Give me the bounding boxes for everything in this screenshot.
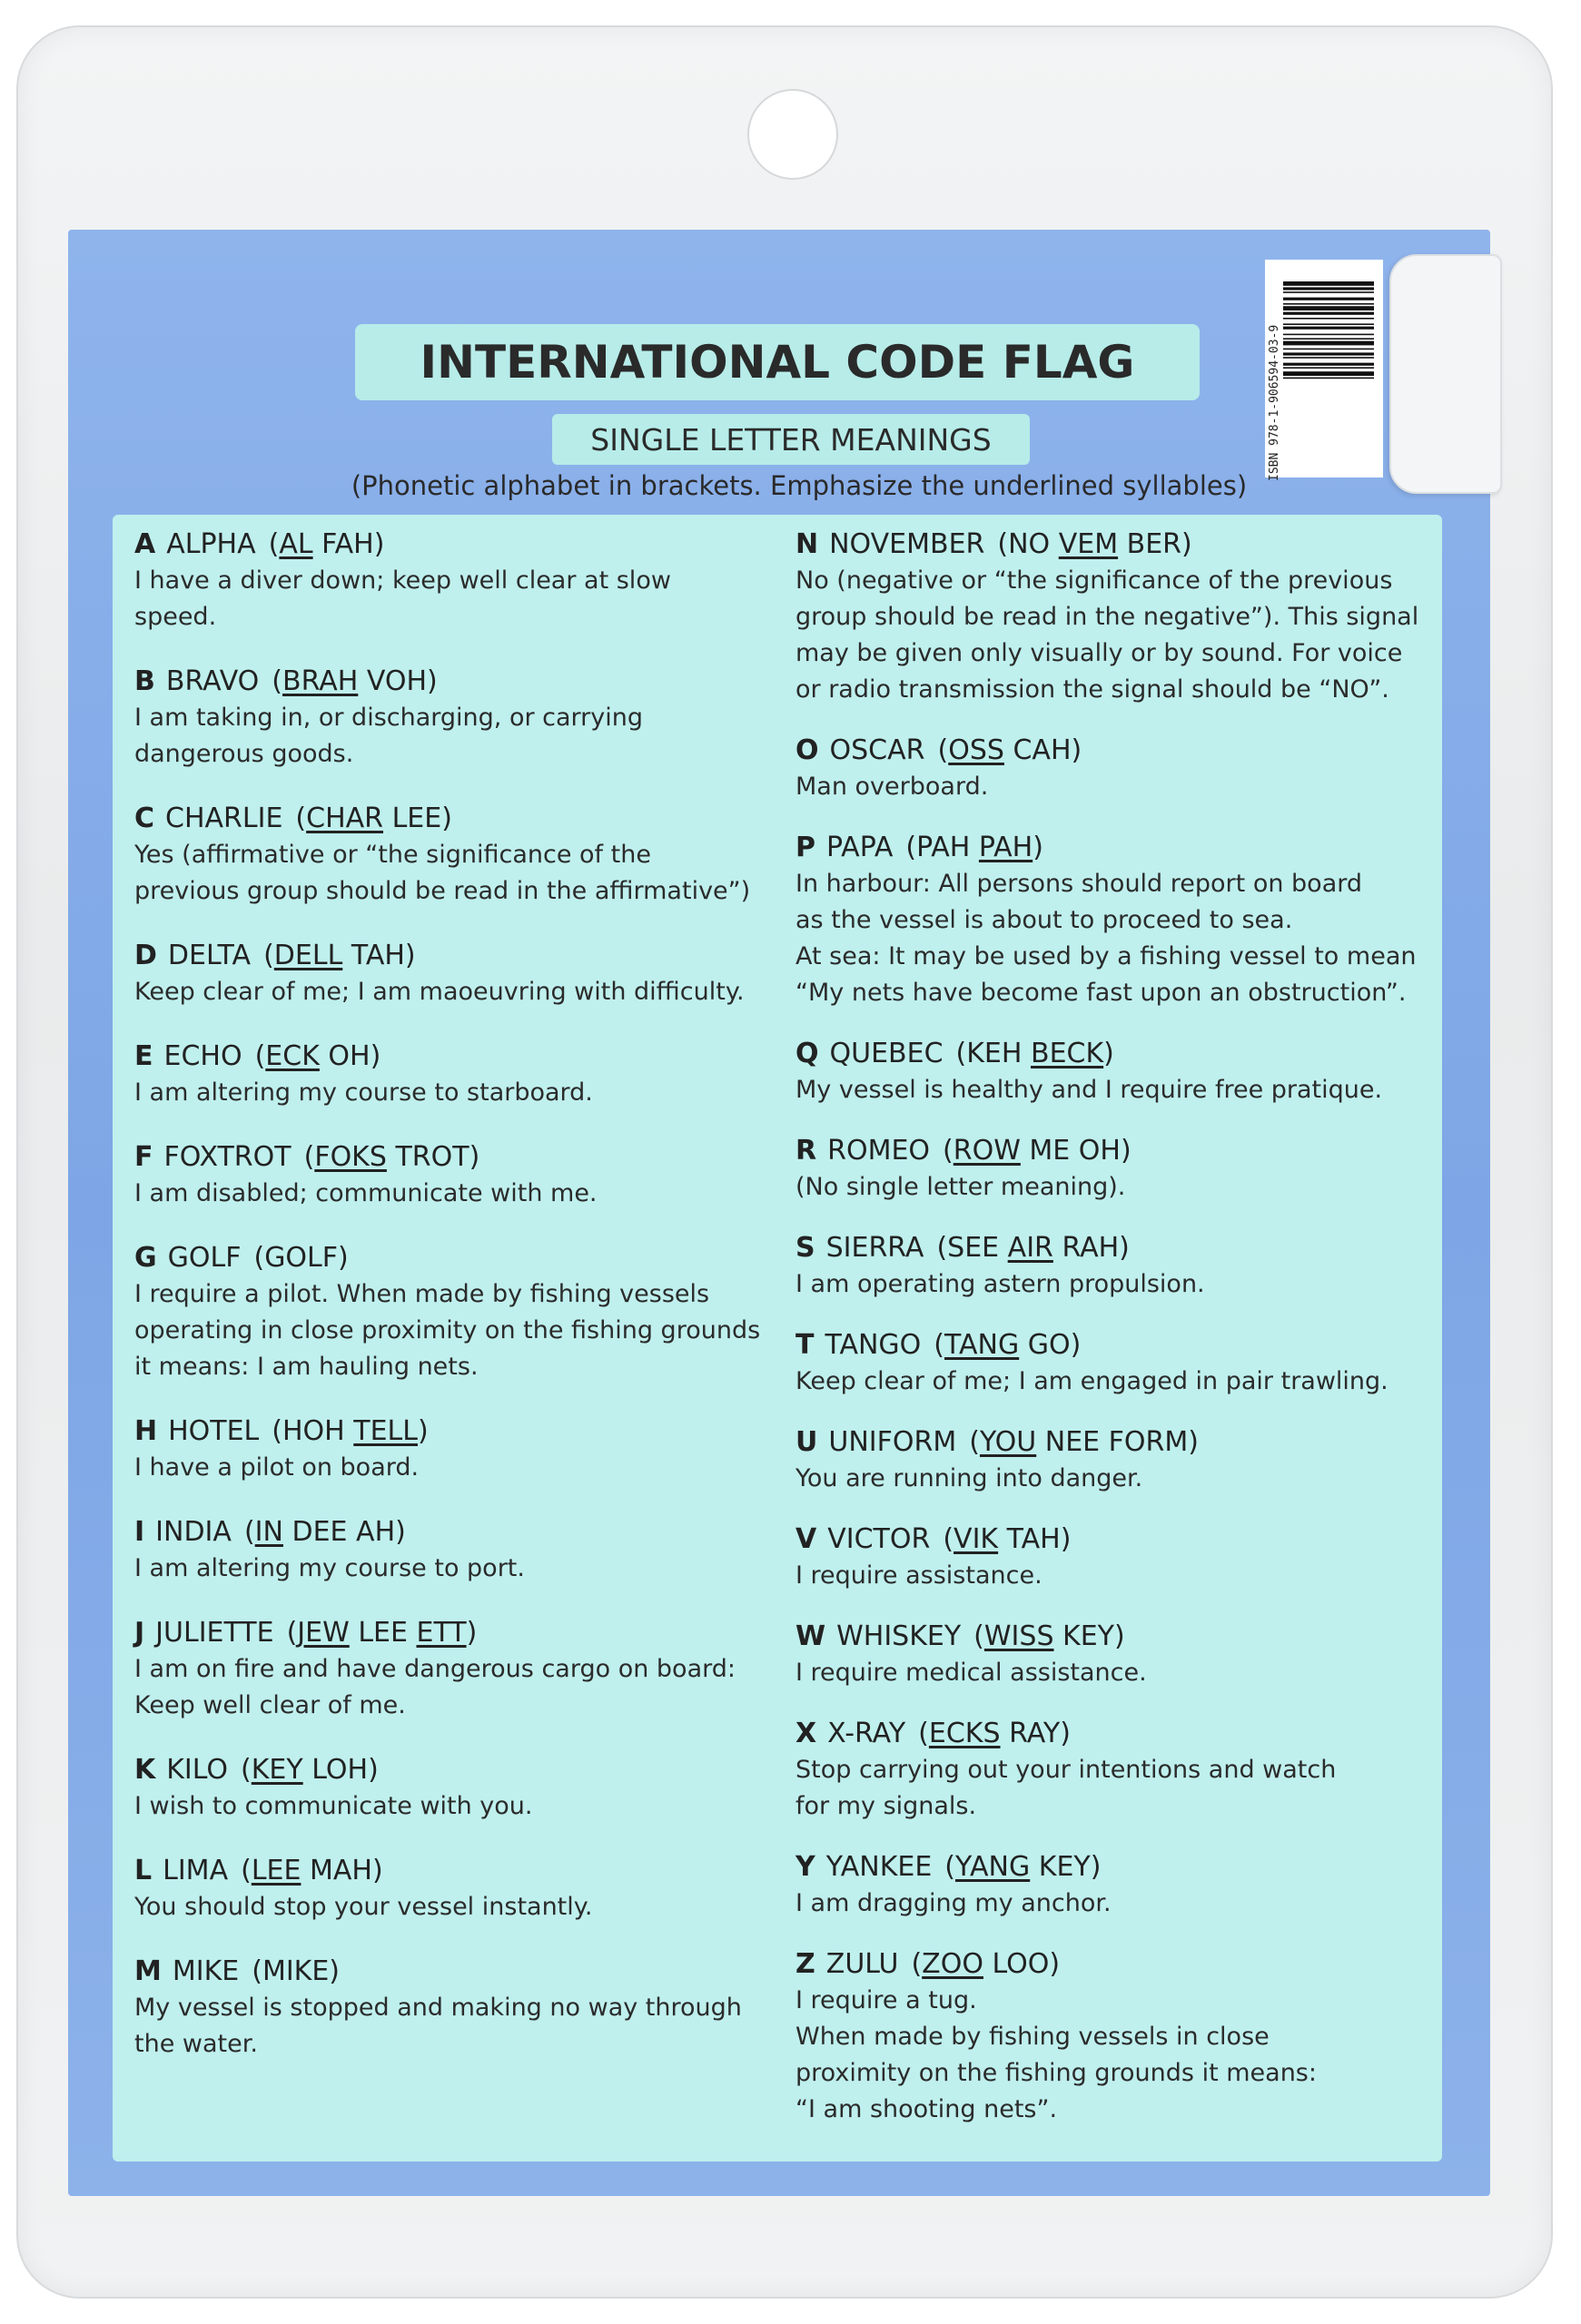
syllable: NO bbox=[1008, 528, 1051, 560]
phonetic-word: MIKE bbox=[172, 1955, 240, 1987]
barcode-bar bbox=[1283, 338, 1374, 340]
flag-meaning bbox=[134, 1651, 788, 1724]
meaning-line: operating in close proximity on the fishing grounds bbox=[134, 1316, 761, 1344]
phonetic-word: PAPA bbox=[826, 832, 894, 863]
flag-letter: A bbox=[134, 528, 156, 560]
flag-meaning bbox=[795, 1558, 1442, 1594]
flag-letter: Q bbox=[795, 1038, 819, 1069]
phonetic-word: JULIETTE bbox=[155, 1617, 274, 1649]
meaning-line: When made by fishing vessels in close bbox=[795, 2023, 1270, 2051]
syllable: GOLF bbox=[264, 1242, 339, 1274]
meaning-line: dangerous goods. bbox=[134, 740, 354, 768]
flag-letter: Z bbox=[795, 1948, 815, 1980]
meaning-line: I have a diver down; keep well clear at slow bbox=[134, 566, 671, 595]
syllable: LOO bbox=[992, 1948, 1050, 1980]
syllable: GO bbox=[1027, 1329, 1071, 1361]
phonetic-word: QUEBEC bbox=[829, 1038, 944, 1069]
syllable: LOH bbox=[311, 1754, 369, 1786]
flag-letter: K bbox=[134, 1754, 156, 1786]
meaning-line: Stop carrying out your intentions and watch bbox=[795, 1756, 1337, 1784]
entry-heading: N NOVEMBER (NO VEM BER) bbox=[795, 528, 1192, 560]
phonetic-word: VICTOR bbox=[827, 1523, 931, 1555]
flag-meaning bbox=[795, 1655, 1442, 1691]
flag-letter: J bbox=[134, 1617, 145, 1649]
flag-meaning bbox=[134, 1990, 788, 2063]
barcode-bar bbox=[1283, 378, 1374, 379]
phonetic-word: LIMA bbox=[163, 1855, 229, 1886]
syllable: LEE bbox=[391, 803, 442, 834]
entry-heading: A ALPHA (AL FAH) bbox=[134, 528, 385, 560]
meaning-line: speed. bbox=[134, 603, 217, 631]
phonetic-word: X-RAY bbox=[827, 1718, 906, 1749]
stressed-syllable: JEW bbox=[297, 1617, 350, 1649]
phonetic-word: SIERRA bbox=[825, 1232, 924, 1264]
stressed-syllable: TANG bbox=[944, 1329, 1020, 1361]
flag-letter: S bbox=[795, 1232, 815, 1264]
meaning-line: I require a tug. bbox=[795, 1986, 977, 2014]
flag-letter: B bbox=[134, 665, 155, 697]
flag-entry-n bbox=[795, 527, 1442, 708]
flag-entry-w bbox=[795, 1619, 1442, 1691]
flag-entry-r bbox=[795, 1133, 1442, 1206]
syllable: HOH bbox=[282, 1415, 345, 1447]
entry-heading: S SIERRA (SEE AIR RAH) bbox=[795, 1232, 1130, 1264]
meaning-line: Keep clear of me; I am maoeuvring with difficulty. bbox=[134, 978, 745, 1006]
meaning-line: I am operating astern propulsion. bbox=[795, 1270, 1205, 1298]
flag-entry-f bbox=[134, 1139, 788, 1212]
flag-entry-l bbox=[134, 1853, 788, 1925]
phonetic-word: TANGO bbox=[825, 1329, 922, 1361]
flag-meaning bbox=[134, 1788, 788, 1825]
syllable: PAH bbox=[916, 832, 971, 863]
flag-meaning bbox=[795, 1169, 1442, 1206]
syllable: KEY bbox=[1062, 1620, 1114, 1652]
flag-entry-i bbox=[134, 1514, 788, 1587]
entry-heading: E ECHO (ECK OH) bbox=[134, 1040, 381, 1072]
stressed-syllable: AIR bbox=[1007, 1232, 1053, 1264]
meaning-line: it means: I am hauling nets. bbox=[134, 1353, 479, 1381]
syllable: OH bbox=[328, 1040, 371, 1072]
stressed-syllable: PAH bbox=[978, 832, 1033, 863]
stressed-syllable: CHAR bbox=[306, 803, 384, 834]
syllable: MIKE bbox=[262, 1955, 330, 1987]
barcode-bar bbox=[1283, 341, 1374, 346]
meaning-line: (No single letter meaning). bbox=[795, 1173, 1126, 1201]
flag-entry-s bbox=[795, 1230, 1442, 1303]
flag-entry-d bbox=[134, 938, 788, 1010]
barcode-bar bbox=[1283, 363, 1374, 366]
entry-heading: L LIMA (LEE MAH) bbox=[134, 1855, 383, 1886]
flag-entry-k bbox=[134, 1752, 788, 1825]
meaning-line: previous group should be read in the affirmative”) bbox=[134, 877, 751, 905]
flag-entry-v bbox=[795, 1521, 1442, 1594]
right-column bbox=[795, 527, 1442, 2152]
flag-meaning bbox=[795, 1072, 1442, 1108]
entry-heading: O OSCAR (OSS CAH) bbox=[795, 734, 1082, 766]
phonetic-word: NOVEMBER bbox=[829, 528, 985, 560]
barcode-bar bbox=[1283, 306, 1374, 310]
meaning-line: I have a pilot on board. bbox=[134, 1453, 420, 1482]
stressed-syllable: TELL bbox=[353, 1415, 418, 1447]
stressed-syllable: ROW bbox=[953, 1135, 1021, 1167]
stressed-syllable: IN bbox=[254, 1516, 283, 1548]
flag-entry-z bbox=[795, 1946, 1442, 2128]
flag-letter: G bbox=[134, 1242, 157, 1274]
flag-meaning bbox=[795, 1752, 1442, 1825]
entry-heading: Q QUEBEC (KEH BECK) bbox=[795, 1038, 1114, 1069]
flag-letter: W bbox=[795, 1620, 826, 1652]
flag-entry-u bbox=[795, 1424, 1442, 1497]
syllable: ME OH bbox=[1029, 1135, 1121, 1167]
flag-letter: F bbox=[134, 1141, 153, 1173]
flag-meaning bbox=[795, 1461, 1442, 1497]
meaning-line: may be given only visually or by sound. For voice bbox=[795, 639, 1403, 667]
meaning-line: No (negative or “the significance of the previous bbox=[795, 566, 1393, 595]
meaning-line: Yes (affirmative or “the significance of the bbox=[134, 841, 651, 869]
phonetic-word: INDIA bbox=[155, 1516, 232, 1548]
barcode-bar bbox=[1283, 298, 1374, 300]
entry-heading: B BRAVO (BRAH VOH) bbox=[134, 665, 438, 697]
phonetic-word: ECHO bbox=[163, 1040, 242, 1072]
phonetic-word: KILO bbox=[166, 1754, 229, 1786]
syllable: CAH bbox=[1013, 734, 1072, 766]
meaning-line: I am on fire and have dangerous cargo on board: bbox=[134, 1655, 736, 1683]
flag-letter: H bbox=[134, 1415, 158, 1447]
barcode-bar bbox=[1283, 334, 1374, 336]
stressed-syllable: ECKS bbox=[928, 1718, 1001, 1749]
barcode-bar bbox=[1283, 357, 1374, 359]
syllable: TROT bbox=[395, 1141, 469, 1173]
flag-letter: I bbox=[134, 1516, 145, 1548]
meaning-line: Keep clear of me; I am engaged in pair trawling. bbox=[795, 1367, 1388, 1395]
meaning-line: the water. bbox=[134, 2030, 258, 2058]
stressed-syllable: DELL bbox=[273, 940, 343, 971]
flag-entry-j bbox=[134, 1615, 788, 1724]
stressed-syllable: OSS bbox=[948, 734, 1004, 766]
flag-meaning bbox=[134, 700, 788, 773]
entry-heading: D DELTA (DELL TAH) bbox=[134, 940, 416, 971]
barcode-bar bbox=[1283, 303, 1374, 305]
phonetic-word: GOLF bbox=[167, 1242, 242, 1274]
syllable: RAY bbox=[1009, 1718, 1061, 1749]
syllable: FAH bbox=[321, 528, 374, 560]
entry-heading: I INDIA (IN DEE AH) bbox=[134, 1516, 406, 1548]
entry-heading: Z ZULU (ZOO LOO) bbox=[795, 1948, 1061, 1980]
meaning-line: In harbour: All persons should report on board bbox=[795, 870, 1363, 898]
meaning-line: I require a pilot. When made by fishing vessels bbox=[134, 1280, 710, 1308]
flag-letter: U bbox=[795, 1426, 818, 1458]
flag-entry-h bbox=[134, 1413, 788, 1486]
stressed-syllable: KEY bbox=[251, 1754, 303, 1786]
flag-entry-e bbox=[134, 1039, 788, 1111]
flag-entry-q bbox=[795, 1036, 1442, 1108]
phonetic-word: HOTEL bbox=[168, 1415, 260, 1447]
meaning-line: My vessel is healthy and I require free pratique. bbox=[795, 1076, 1383, 1104]
flag-letter: C bbox=[134, 803, 155, 834]
meaning-line: You are running into danger. bbox=[795, 1464, 1143, 1492]
flag-letter: T bbox=[795, 1329, 815, 1361]
barcode-bar bbox=[1283, 367, 1374, 369]
meaning-line: I am taking in, or discharging, or carrying bbox=[134, 704, 643, 732]
phonetic-word: YANKEE bbox=[825, 1851, 933, 1883]
stressed-syllable: ETT bbox=[416, 1617, 467, 1649]
entry-heading: G GOLF (GOLF) bbox=[134, 1242, 349, 1274]
entry-heading: W WHISKEY (WISS KEY) bbox=[795, 1620, 1125, 1652]
entry-heading: C CHARLIE (CHAR LEE) bbox=[134, 803, 452, 834]
title-box bbox=[355, 324, 1200, 400]
flag-letter: L bbox=[134, 1855, 153, 1886]
stressed-syllable: VIK bbox=[954, 1523, 999, 1555]
flag-meaning bbox=[795, 1886, 1442, 1922]
page-subtitle: SINGLE LETTER MEANINGS bbox=[590, 421, 992, 458]
entry-heading: U UNIFORM (YOU NEE FORM) bbox=[795, 1426, 1199, 1458]
syllable: MAH bbox=[309, 1855, 372, 1886]
hanging-hole bbox=[747, 89, 838, 180]
barcode-bar bbox=[1283, 371, 1374, 376]
flag-meaning bbox=[134, 974, 788, 1010]
phonetic-word: UNIFORM bbox=[828, 1426, 957, 1458]
flag-meaning bbox=[795, 563, 1442, 708]
phonetic-word: OSCAR bbox=[829, 734, 925, 766]
flag-letter: D bbox=[134, 940, 157, 971]
phonetic-word: ROMEO bbox=[827, 1135, 931, 1167]
stressed-syllable: VEM bbox=[1058, 528, 1119, 560]
phonetic-word: ZULU bbox=[825, 1948, 899, 1980]
flag-meaning bbox=[795, 1364, 1442, 1400]
stressed-syllable: YOU bbox=[979, 1426, 1037, 1458]
entry-heading: K KILO (KEY LOH) bbox=[134, 1754, 379, 1786]
barcode-bar bbox=[1283, 291, 1374, 293]
meaning-line: I require assistance. bbox=[795, 1561, 1042, 1590]
flag-meaning bbox=[134, 1276, 788, 1385]
flag-meaning bbox=[134, 1551, 788, 1587]
syllable: SEE bbox=[947, 1232, 1000, 1264]
phonetic-word: CHARLIE bbox=[165, 803, 283, 834]
flag-entry-x bbox=[795, 1716, 1442, 1825]
flag-meaning bbox=[795, 1983, 1442, 2128]
meaning-line: group should be read in the negative”). This signal bbox=[795, 603, 1419, 631]
syllable: RAH bbox=[1062, 1232, 1120, 1264]
flag-letter: V bbox=[795, 1523, 817, 1555]
meaning-line: I am dragging my anchor. bbox=[795, 1889, 1112, 1917]
flag-meaning bbox=[795, 866, 1442, 1011]
meaning-line: or radio transmission the signal should be “NO”. bbox=[795, 675, 1389, 704]
meaning-line: You should stop your vessel instantly. bbox=[134, 1893, 593, 1921]
entry-heading: T TANGO (TANG GO) bbox=[795, 1329, 1082, 1361]
flag-meaning bbox=[134, 837, 788, 910]
meaning-line: proximity on the fishing grounds it means: bbox=[795, 2059, 1317, 2087]
flag-meaning bbox=[134, 1889, 788, 1925]
flag-entry-c bbox=[134, 801, 788, 910]
stressed-syllable: ZOO bbox=[922, 1948, 983, 1980]
meaning-line: At sea: It may be used by a fishing vessel to mean bbox=[795, 942, 1417, 970]
barcode-bar bbox=[1283, 312, 1374, 315]
flag-meaning bbox=[795, 769, 1442, 805]
phonetic-word: FOXTROT bbox=[163, 1141, 291, 1173]
stressed-syllable: WISS bbox=[983, 1620, 1054, 1652]
stressed-syllable: AL bbox=[279, 528, 313, 560]
meaning-line: as the vessel is about to proceed to sea. bbox=[795, 906, 1293, 934]
syllable: TAH bbox=[351, 940, 405, 971]
stressed-syllable: LEE bbox=[251, 1855, 301, 1886]
flag-letter: Y bbox=[795, 1851, 815, 1883]
flag-entry-t bbox=[795, 1327, 1442, 1400]
flag-meaning bbox=[134, 1075, 788, 1111]
flag-meaning bbox=[134, 1176, 788, 1212]
meaning-line: for my signals. bbox=[795, 1792, 977, 1820]
meaning-line: Keep well clear of me. bbox=[134, 1691, 406, 1719]
syllable: TAH bbox=[1006, 1523, 1061, 1555]
meaning-line: I am altering my course to starboard. bbox=[134, 1078, 593, 1107]
syllable: KEY bbox=[1038, 1851, 1091, 1883]
entry-heading: P PAPA (PAH PAH) bbox=[795, 832, 1043, 863]
flag-letter: R bbox=[795, 1135, 817, 1167]
flag-meaning bbox=[134, 563, 788, 635]
flag-letter: P bbox=[795, 832, 815, 863]
left-column bbox=[134, 527, 788, 2091]
entry-heading: F FOXTROT (FOKS TROT) bbox=[134, 1141, 480, 1173]
phonetic-word: DELTA bbox=[167, 940, 252, 971]
entry-heading: H HOTEL (HOH TELL) bbox=[134, 1415, 429, 1447]
stressed-syllable: ECK bbox=[265, 1040, 320, 1072]
isbn-label: ISBN 978-1-906594-03-9 bbox=[1268, 324, 1281, 481]
stressed-syllable: FOKS bbox=[314, 1141, 387, 1173]
barcode-bar bbox=[1283, 323, 1374, 325]
phonetic-word: BRAVO bbox=[165, 665, 260, 697]
meaning-line: I wish to communicate with you. bbox=[134, 1792, 533, 1820]
flag-entry-o bbox=[795, 733, 1442, 805]
flag-entry-b bbox=[134, 664, 788, 773]
flag-letter: N bbox=[795, 528, 819, 560]
entry-heading: Y YANKEE (YANG KEY) bbox=[795, 1851, 1102, 1883]
meaning-line: My vessel is stopped and making no way through bbox=[134, 1994, 742, 2022]
flag-letter: X bbox=[795, 1718, 817, 1749]
barcode-bar bbox=[1283, 281, 1374, 286]
syllable: DEE AH bbox=[291, 1516, 396, 1548]
entry-heading: R ROMEO (ROW ME OH) bbox=[795, 1135, 1131, 1167]
entry-heading: J JULIETTE (JEW LEE ETT) bbox=[134, 1617, 478, 1649]
meaning-line: “I am shooting nets”. bbox=[795, 2095, 1058, 2123]
meaning-line: I require medical assistance. bbox=[795, 1659, 1147, 1687]
phonetic-word: ALPHA bbox=[166, 528, 256, 560]
stressed-syllable: YANG bbox=[955, 1851, 1031, 1883]
meaning-line: Man overboard. bbox=[795, 773, 989, 801]
flag-letter: E bbox=[134, 1040, 153, 1072]
barcode-bar bbox=[1283, 349, 1374, 350]
barcode-bar bbox=[1283, 318, 1374, 320]
flag-letter: M bbox=[134, 1955, 162, 1987]
flag-entry-m bbox=[134, 1954, 788, 2063]
flag-meaning bbox=[134, 1450, 788, 1486]
phonetic-word: WHISKEY bbox=[836, 1620, 962, 1652]
entry-heading: V VICTOR (VIK TAH) bbox=[795, 1523, 1072, 1555]
page-title: INTERNATIONAL CODE FLAG bbox=[420, 336, 1135, 389]
barcode-bar bbox=[1283, 352, 1374, 355]
stressed-syllable: BRAH bbox=[282, 665, 359, 697]
entry-heading: M MIKE (MIKE) bbox=[134, 1955, 341, 1987]
price-sticker bbox=[1389, 254, 1502, 494]
flag-letter: O bbox=[795, 734, 819, 766]
flag-entry-y bbox=[795, 1849, 1442, 1922]
stressed-syllable: BECK bbox=[1030, 1038, 1104, 1069]
syllable: LEE bbox=[358, 1617, 408, 1649]
flag-entry-g bbox=[134, 1240, 788, 1385]
barcode-bar bbox=[1283, 287, 1374, 290]
entry-heading: X X-RAY (ECKS RAY) bbox=[795, 1718, 1071, 1749]
meaning-line: I am disabled; communicate with me. bbox=[134, 1179, 598, 1207]
meaning-line: I am altering my course to port. bbox=[134, 1554, 525, 1582]
subtitle-box bbox=[552, 414, 1030, 465]
flag-entry-a bbox=[134, 527, 788, 635]
barcode-bar bbox=[1283, 327, 1374, 330]
syllable: VOH bbox=[366, 665, 428, 697]
flag-meaning bbox=[795, 1266, 1442, 1303]
syllable: KEH bbox=[966, 1038, 1023, 1069]
syllable: NEE FORM bbox=[1044, 1426, 1189, 1458]
meaning-line: “My nets have become fast upon an obstruction”. bbox=[795, 979, 1407, 1007]
phonetic-note: (Phonetic alphabet in brackets. Emphasize the underlined syllables) bbox=[351, 470, 1248, 501]
syllable: BER bbox=[1126, 528, 1182, 560]
flag-entry-p bbox=[795, 830, 1442, 1011]
